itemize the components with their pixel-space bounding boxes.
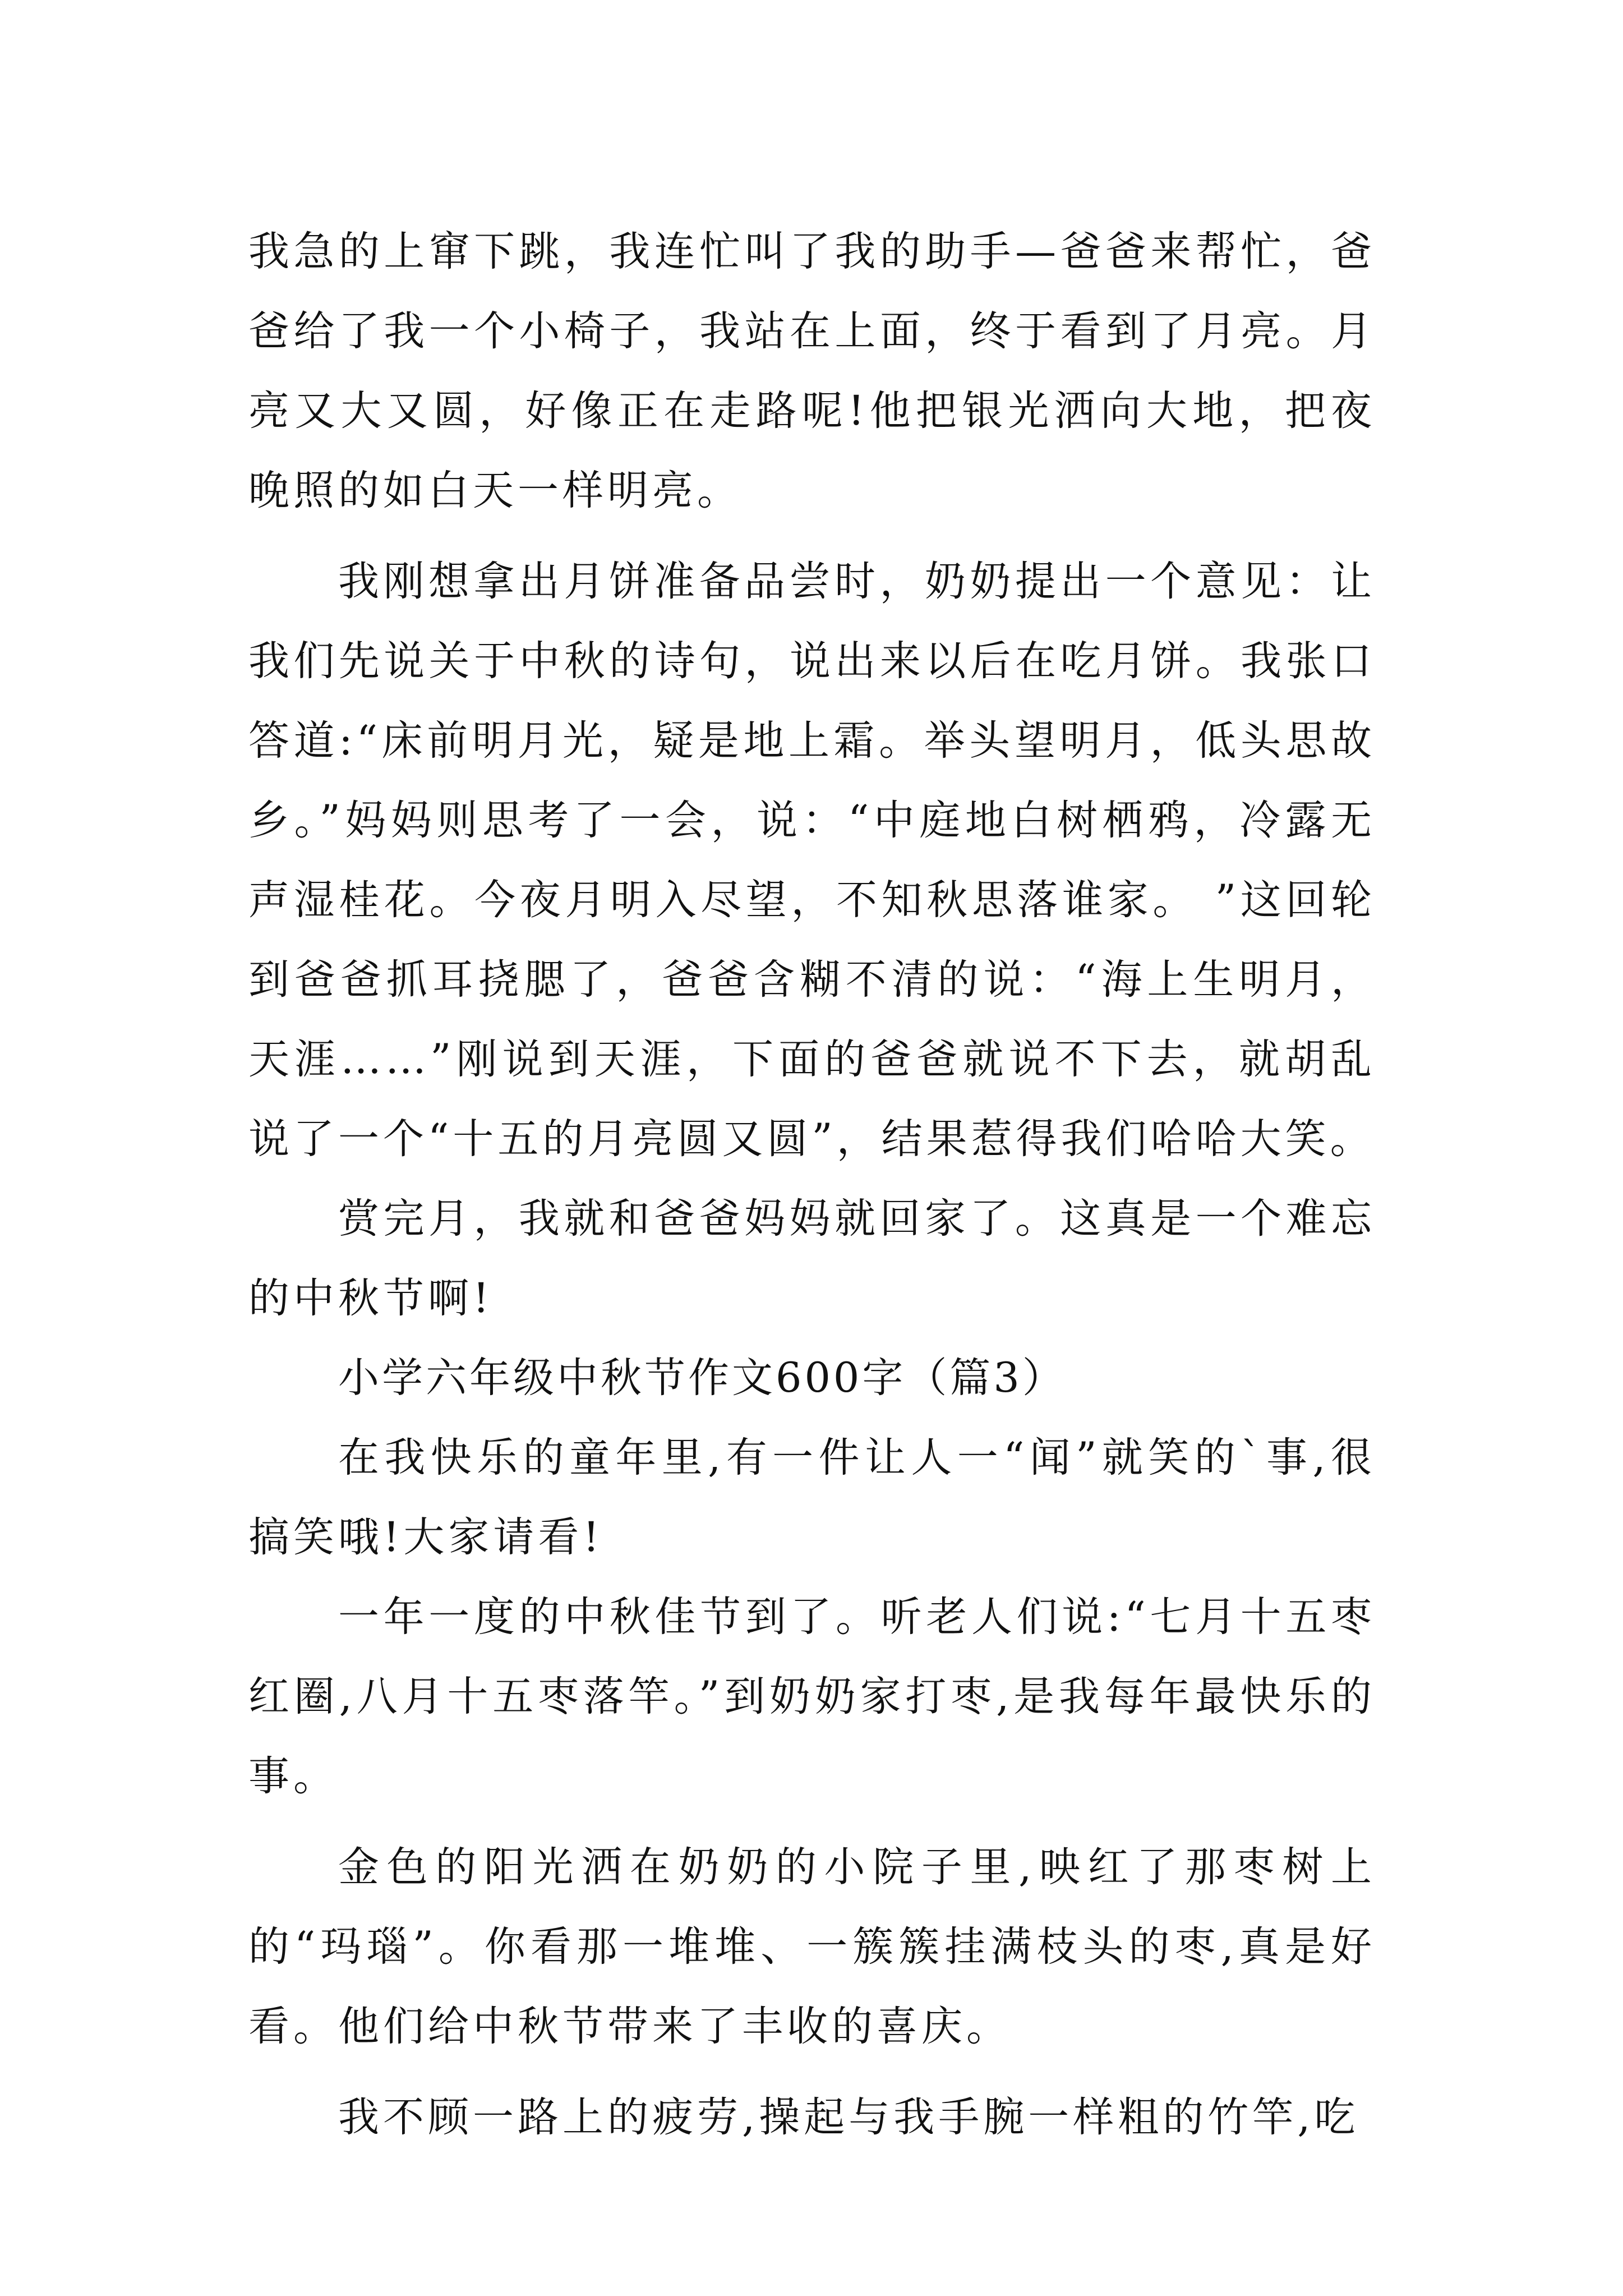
paragraph-continued: 我急的上窜下跳，我连忙叫了我的助手—爸爸来帮忙，爸爸给了我一个小椅子，我站在上面，终于看到了月亮。月亮又大又圆，好像正在走路呢!他把银光洒向大地，把夜晚照的如白天一样明亮。: [248, 228, 1376, 514]
paragraph-poems: 我刚想拿出月饼准备品尝时，奶奶提出一个意见：让我们先说关于中秋的诗句，说出来以后在吃月饼。我张口答道:“床前明月光，疑是地上霜。举头望明月，低头思故乡。”妈妈则思考了一会，说：“中庭地白树栖鸦，冷露无声湿桂花。今夜月明入尽望，不知秋思落谁家。 ”这回轮到爸爸抓耳挠腮了，爸爸含糊不清的说：“海上生明月，天涯……”刚说到天涯，下面的爸爸就说不下去，就胡乱说了一个“十五的月亮圆又圆”，结果惹得我们哈哈大笑。: [248, 558, 1376, 1163]
paragraph-intro: 在我快乐的童年里,有一件让人一“闻”就笑的`事,很搞笑哦!大家请看!: [248, 1434, 1376, 1561]
paragraph-festival: 一年一度的中秋佳节到了。听老人们说:“七月十五枣红圈,八月十五枣落竿。”到奶奶家打枣,是我每年最快乐的事。: [248, 1593, 1376, 1800]
paragraph-bamboo: 我不顾一路上的疲劳,操起与我手腕一样粗的竹竿,吃: [338, 2093, 1359, 2141]
article-body: [248, 212, 1376, 2157]
section-heading: 小学六年级中秋节作文600字（篇3）: [338, 1354, 1066, 1402]
paragraph-ending: 赏完月，我就和爸爸妈妈就回家了。这真是一个难忘的中秋节啊!: [248, 1195, 1376, 1322]
paragraph-yard: 金色的阳光洒在奶奶的小院子里,映红了那枣树上的“玛瑙”。你看那一堆堆、一簇簇挂满枝头的枣,真是好看。他们给中秋节带来了丰收的喜庆。: [248, 1843, 1376, 2050]
